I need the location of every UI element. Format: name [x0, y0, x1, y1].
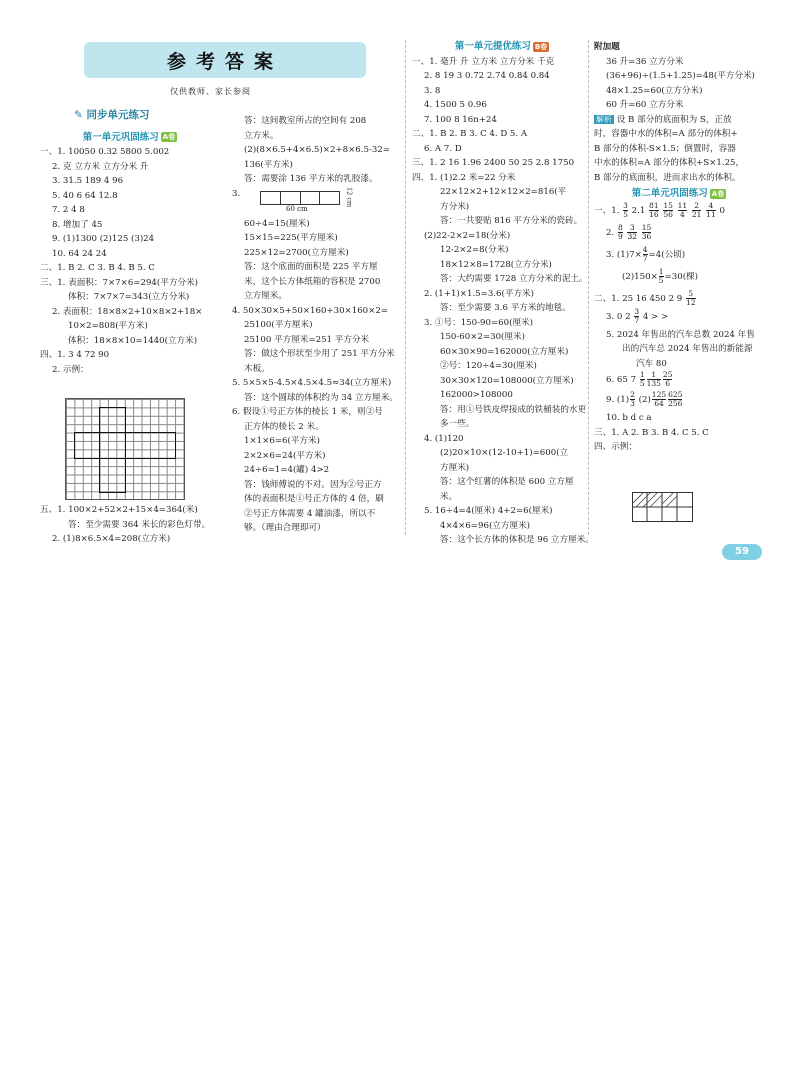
net-grid-diagram — [65, 398, 185, 500]
answer-line: 答：用①号铁皮焊接成的铁桶装的水更 — [440, 404, 587, 415]
answer-line: 答：做这个形状至少用了 251 平方分米 — [244, 349, 395, 359]
answer-line: 10×2=808(平方米) — [68, 321, 148, 331]
answer-line: 3. 8 — [424, 85, 441, 96]
answer-line: 162000>108000 — [440, 390, 513, 400]
answer-line: 2×2×6=24(平方米) — [244, 450, 326, 461]
answer-line: 8. 增加了 45 — [52, 219, 103, 230]
answer-line: 7. 100 8 16n+24 — [424, 114, 497, 125]
zero-value: 0 — [719, 205, 725, 216]
answer-line: 答：这个底面的面积是 225 平方厘 — [244, 262, 378, 272]
answer-line: 够。（理由合理即可） — [244, 523, 326, 533]
answer-line: ②号正方体需要 4 罐油漆，所以不 — [244, 508, 376, 519]
column-divider — [405, 40, 406, 535]
answer-line: 立方米。 — [244, 130, 279, 141]
answer-text: 二、1. 25 16 450 2 9 — [594, 293, 683, 304]
answer-line: 体的表面积是①号正方体的 4 倍，刷 — [244, 494, 384, 504]
answer-line: 2. (1+1)×1.5=3.6(平方米) — [424, 288, 534, 299]
unit-heading — [40, 131, 220, 146]
answer-title-banner — [84, 42, 366, 78]
answer-line: 汽车 80 — [636, 358, 667, 369]
answer-line: 4. 50×30×5+50×160+30×160×2= — [232, 305, 389, 316]
shaded-strip-diagram — [632, 492, 722, 522]
column-2 — [232, 114, 402, 689]
analysis-line — [594, 113, 764, 128]
answer-line: 3. (1)7× $\frac{4}{7}$ =4(公顷) — [606, 244, 686, 263]
answer-line: 答：这个红薯的体积是 600 立方厘 — [440, 477, 574, 487]
answer-line: 6. 假设①号正方体的棱长 1 米，则②号 — [232, 407, 383, 417]
analysis-text: 设 B 部分的底面积为 S，正放 — [616, 114, 732, 125]
column-4 — [594, 40, 764, 615]
box-width-label: 60 cm — [286, 204, 308, 213]
analysis-line: 时，容器中水的体积=A 部分的体积+ — [594, 129, 738, 139]
answer-line: 2. 示例： — [52, 364, 89, 375]
answer-line: 立方厘米。 — [244, 291, 287, 301]
section-title: 同步单元练习 — [86, 109, 150, 121]
section-heading: 附加题 — [594, 42, 620, 52]
level-badge: A卷 — [711, 189, 725, 198]
answer-line: 方厘米) — [440, 462, 470, 473]
answer-line: 60 升=60 立方分米 — [606, 100, 684, 110]
answer-line: 5. 40 6 64 12.8 — [52, 190, 118, 201]
answer-line: 二、1. B 2. C 3. B 4. B 5. C — [40, 263, 155, 273]
answer-line: 7. 2 4 8 — [52, 205, 85, 215]
answer-line: 2. (1)8×6.5×4=208(立方米) — [52, 534, 171, 544]
column-divider — [588, 40, 589, 535]
answer-line: 答：这间教室所占的空间有 208 — [244, 116, 367, 126]
answer-line: 出的汽车总 2024 年售出的新能源 — [622, 344, 753, 354]
answer-line: 6. A 7. D — [424, 143, 462, 154]
answer-line: 3. 0 2 $\frac{3}{7}$ 4 > > — [606, 306, 669, 325]
answer-line: 米，这个长方体纸箱的容积是 2700 — [244, 276, 381, 287]
answer-line: 答：至少需要 364 米长的彩色灯带。 — [68, 519, 211, 530]
column-3 — [412, 40, 592, 615]
unit-heading — [412, 40, 592, 55]
fraction: $\frac{81}{16}$ — [649, 200, 659, 219]
answer-line: (2)150× $\frac{1}{5}$ =30(棵) — [622, 266, 698, 285]
answer-line: 方分米) — [440, 201, 470, 212]
decimal-value: 2.1 — [631, 205, 646, 216]
answer-line: (2)20×10×(12-10+1)=600(立 — [440, 448, 569, 458]
answer-line: 12-2×2=8(分米) — [440, 245, 509, 255]
fraction: $\frac{3}{32}$ — [627, 222, 637, 241]
page-title: 参考答案 — [166, 50, 283, 73]
fraction-answers-q2: 2. $\frac{8}{9}$ $\frac{3}{32}$ $\frac{15}{36}$ — [606, 222, 652, 241]
answer-line: 正方体的棱长 2 米。 — [244, 421, 324, 432]
answer-line: 136(平方米) — [244, 159, 293, 170]
unit-title: 第一单元提优练习 — [454, 41, 531, 52]
analysis-line: B 部分的体积-S×1.5；倒置时，容器 — [594, 143, 736, 154]
answer-line: 多一些。 — [440, 419, 475, 429]
answer-line: 48×1.25=60(立方分米) — [606, 85, 703, 96]
fraction: $\frac{15}{36}$ — [641, 222, 652, 241]
unit-heading — [594, 187, 764, 202]
answer-line: 2. 8 19 3 0.72 2.74 0.84 0.84 — [424, 71, 550, 81]
page-number: 59 — [722, 544, 762, 560]
answer-line: 四、示例： — [594, 442, 637, 452]
answer-line: (36+96)÷(1.5+1.25)=48(平方分米) — [606, 71, 755, 81]
answer-line: 225×12=2700(立方厘米) — [244, 247, 349, 258]
answer-line: 2. 克 立方米 立方分米 升 — [52, 161, 149, 172]
analysis-line: B 部分的底面积，进而求出水的体积。 — [594, 172, 741, 183]
net-horizontal-strip — [74, 432, 176, 459]
fraction: $\frac{4}{11}$ — [706, 200, 716, 219]
answer-line: 答：这个长方体的体积是 96 立方厘米。 — [440, 535, 594, 545]
answer-line: 9. (1)1300 (2)125 (3)24 — [52, 234, 155, 244]
analysis-line: 中水的体积=A 部分的体积+S×1.25， — [594, 158, 745, 168]
answer-line: 二、1. 25 16 450 2 9 $\frac{5}{12}$ — [594, 288, 696, 307]
answer-line: (2)22-2×2=18(分米) — [424, 230, 511, 241]
answer-line: 10. 64 24 24 — [52, 248, 107, 259]
answer-line: 36 升=36 立方分米 — [606, 56, 684, 67]
answer-line: 五、1. 100×2+52×2+15×4=364(米) — [40, 505, 198, 515]
box-height-label: 12 cm — [345, 186, 354, 207]
answer-line: (2)(8×6.5+4×6.5)×2+8×6.5-32= — [244, 145, 390, 155]
answer-line: 三、1. A 2. B 3. B 4. C 5. C — [594, 427, 709, 438]
fraction: $\frac{2}{21}$ — [691, 200, 702, 219]
question-number: 3. — [232, 188, 241, 199]
answer-line: 4. (1)120 — [424, 433, 464, 444]
answer-line: 答：这个圆球的体积约为 34 立方厘米。 — [244, 392, 398, 403]
answer-line: 15×15=225(平方厘米) — [244, 233, 338, 243]
answer-line: 答：需要涂 136 平方米的乳胶漆。 — [244, 174, 378, 184]
answer-line: 5. 5×5×5-4.5×4.5×4.5≈34(立方厘米) — [232, 378, 392, 388]
answer-line: 三、1. 表面积：7×7×6=294(平方分米) — [40, 277, 198, 288]
pencil-icon: ✎ — [74, 109, 83, 121]
answer-line: 5. 2024 年售出的汽车总数 2024 年售 — [606, 329, 755, 340]
answer-line: 150-60×2=30(厘米) — [440, 332, 525, 342]
answer-line: 60×30×90=162000(立方厘米) — [440, 346, 569, 357]
answer-line: 答：至少需要 3.6 平方米的地毯。 — [440, 303, 571, 313]
answer-line: 60÷4=15(厘米) — [244, 218, 310, 229]
unit-title: 第一单元巩固练习 — [82, 131, 159, 143]
answer-line: 6. 65 7 $\frac{1}{5}$ $\frac{1}{135}$ $\frac{25}{6}$ — [606, 370, 673, 388]
answer-line: 24÷6=1=4(罐) 4>2 — [244, 465, 330, 475]
answer-line: 5. 16÷4=4(厘米) 4+2=6(厘米) — [424, 506, 553, 516]
answer-line: 1×1×6=6(平方米) — [244, 436, 320, 446]
fraction: $\frac{15}{56}$ — [663, 200, 673, 219]
answer-line: 3. 31.5 189 4 96 — [52, 176, 124, 186]
unit-title: 第二单元巩固练习 — [631, 188, 708, 199]
answer-line: 体积：18×8×10=1440(立方米) — [68, 335, 198, 346]
answer-line: 10. b d c a — [606, 413, 652, 423]
level-badge: B卷 — [534, 42, 548, 51]
answer-line: 答：一共要贴 816 平方分米的瓷砖。 — [440, 216, 583, 226]
level-badge: A卷 — [162, 133, 176, 141]
section-heading — [40, 108, 220, 123]
fraction: $\frac{8}{9}$ — [617, 222, 623, 241]
answer-line: ②号：120÷4=30(厘米) — [440, 361, 537, 371]
box-diagram-row — [232, 187, 402, 217]
fraction: $\frac{11}{4}$ — [677, 200, 688, 219]
fraction-answers-q1: 一、1. $\frac{3}{5}$ 2.1 $\frac{81}{16}$ $\frac{15}{56}$ $\frac{11}{4}$ $\frac{2}{21}$ $\frac{4}{11}$ 0 — [594, 200, 725, 219]
answer-line: 木板。 — [244, 363, 270, 374]
answer-line: 四、1. (1)2.2 米=22 分米 — [412, 172, 516, 183]
answer-line: 米。 — [440, 491, 458, 502]
answer-line: 25100 平方厘米=251 平方分米 — [244, 334, 370, 345]
answer-line: 答：钱师傅说的不对。因为②号正方 — [244, 479, 382, 490]
column-1-tail — [40, 503, 220, 1078]
page-subtitle: 仅供教师、家长参阅 — [170, 87, 251, 96]
answer-line: 22×12×2+12×12×2=816(平 — [440, 187, 567, 197]
answer-line: 30×30×120=108000(立方厘米) — [440, 375, 574, 386]
fraction: $\frac{3}{5}$ — [623, 200, 628, 219]
answer-line: 一、1. 毫升 升 立方米 立方分米 千克 — [412, 56, 555, 67]
answer-line: 3. ①号：150-90=60(厘米) — [424, 317, 533, 328]
analysis-tag: 解析 — [596, 114, 612, 124]
answer-line: 4. 1500 5 0.96 — [424, 100, 487, 110]
answer-line: 四、1. 3 4 72 90 — [40, 350, 110, 360]
answer-line: 三、1. 2 16 1.96 2400 50 25 2.8 1750 — [412, 158, 575, 168]
answer-line: 9. (1) $\frac{2}{3}$ (2) $\frac{125}{64}$ $\frac{625}{256}$ — [606, 390, 683, 408]
answer-line: 体积：7×7×7=343(立方分米) — [68, 292, 190, 302]
answer-line: 二、1. B 2. B 3. C 4. D 5. A — [412, 129, 528, 139]
answer-line: 18×12×8=1728(立方分米) — [440, 259, 552, 270]
answer-line: 25100(平方厘米) — [244, 320, 313, 330]
answer-line: 答：大约需要 1728 立方分米的泥土。 — [440, 274, 588, 284]
answer-line: 一、1. 10050 0.32 5800 5.002 — [40, 147, 170, 157]
answer-line: 4×4×6=96(立方厘米) — [440, 520, 531, 531]
answer-line: 2. 表面积：18×8×2+10×8×2+18× — [52, 306, 203, 317]
